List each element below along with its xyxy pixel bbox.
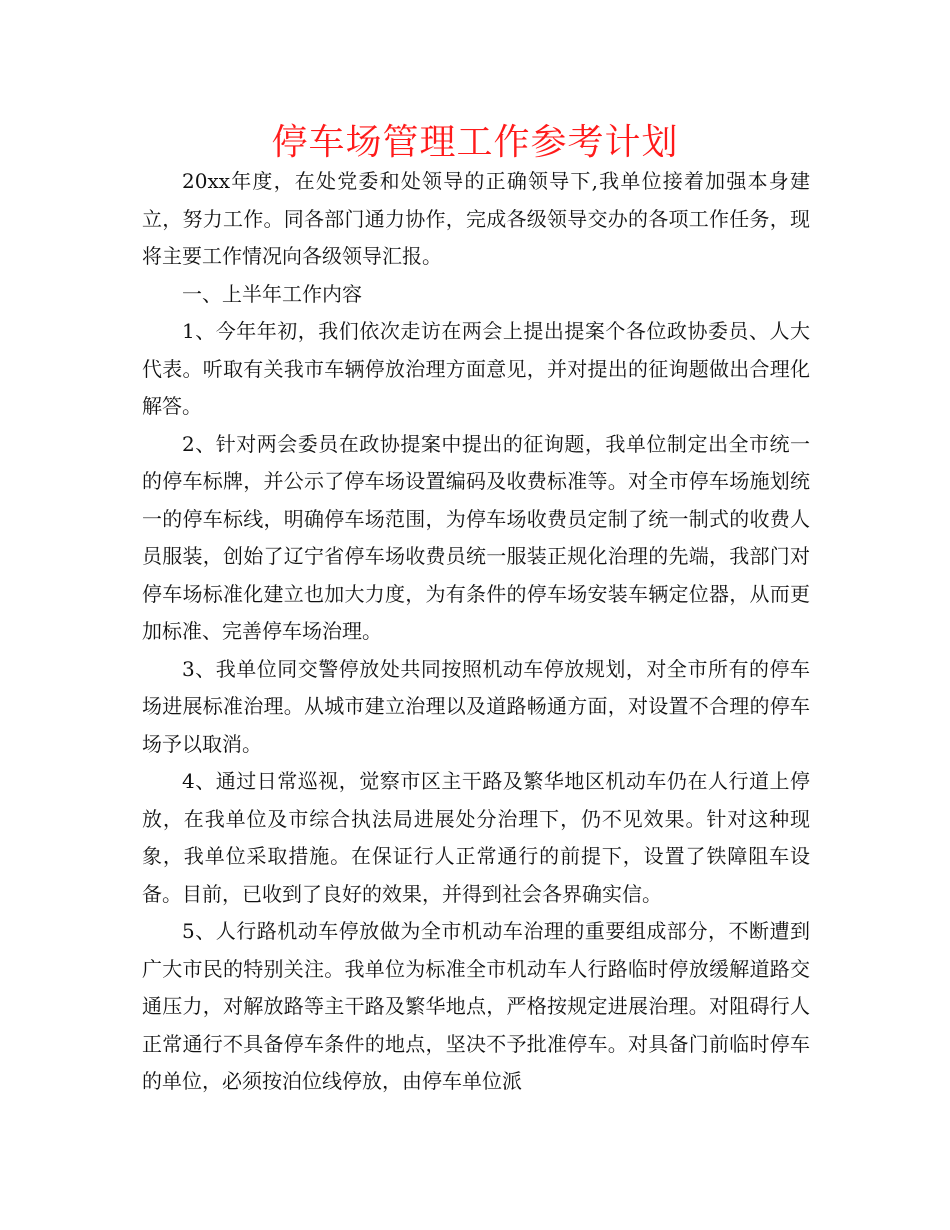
paragraph-item-1: 1、今年年初，我们依次走访在两会上提出提案个各位政协委员、人大代表。听取有关我市车辆停放治理方面意见，并对提出的征询题做出合理化解答。 (142, 319, 810, 418)
paragraph-item-5: 5、人行路机动车停放做为全市机动车治理的重要组成部分，不断遭到广大市民的特别关注。我单位为标准全市机动车人行路临时停放缓解道路交通压力，对解放路等主干路及繁华地点，严格按规定进展治理。对阻碍行人正常通行不具备停车条件的地点，坚决不予批准停车。对具备门前临时停车的单位，必须按泊位线停放，由停车单位派 (142, 919, 810, 1093)
document-title: 停车场管理工作参考计划 (271, 122, 679, 163)
paragraph-item-4: 4、通过日常巡视，觉察市区主干路及繁华地区机动车仍在人行道上停放，在我单位及市综合执法局进展处分治理下，仍不见效果。针对这种现象，我单位采取措施。在保证行人正常通行的前提下，设置了铁障阻车设备。目前，已收到了良好的效果，并得到社会各界确实信。 (142, 769, 810, 906)
paragraph-item-3: 3、我单位同交警停放处共同按照机动车停放规划，对全市所有的停车场进展标准治理。从城市建立治理以及道路畅通方面，对设置不合理的停车场予以取消。 (142, 656, 810, 756)
paragraph-item-2: 2、针对两会委员在政协提案中提出的征询题，我单位制定出全市统一的停车标牌，并公示了停车场设置编码及收费标准等。对全市停车场施划统一的停车标线，明确停车场范围，为停车场收费员定制了统一制式的收费人员服装，创始了辽宁省停车场收费员统一服装正规化治理的先端，我部门对停车场标准化建立也加大力度，为有条件的停车场安装车辆定位器，从而更加标准、完善停车场治理。 (142, 431, 810, 643)
section-heading: 一、上半年工作内容 (182, 281, 362, 306)
paragraph-intro: 20xx年度，在处党委和处领导的正确领导下,我单位接着加强本身建立，努力工作。同各部门通力协作，完成各级领导交办的各项工作任务，现将主要工作情况向各级领导汇报。 (142, 169, 810, 268)
document-body (142, 163, 810, 1101)
